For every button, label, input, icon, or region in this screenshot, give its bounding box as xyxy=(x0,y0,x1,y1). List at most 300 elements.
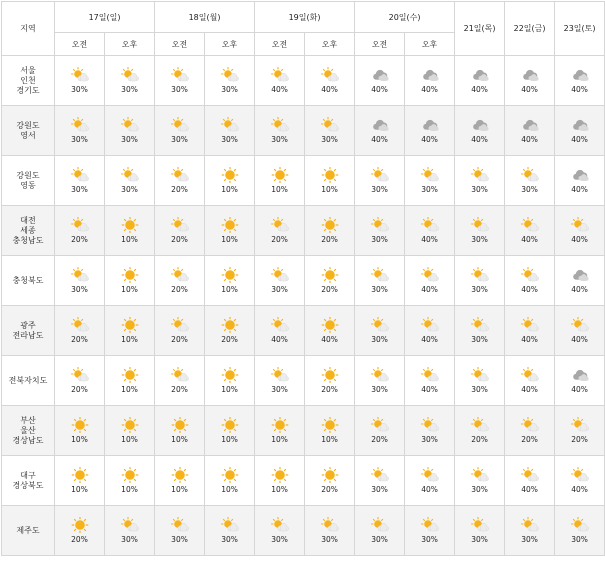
precip-probability: 40% xyxy=(521,485,538,494)
forecast-cell xyxy=(455,256,505,306)
forecast-cell xyxy=(55,406,105,456)
partly-cloudy-icon xyxy=(470,517,490,533)
forecast-cell xyxy=(355,256,405,306)
sunny-icon xyxy=(320,267,340,283)
precip-probability: 20% xyxy=(321,485,338,494)
region-name: 충청북도 xyxy=(12,275,44,285)
precip-probability: 30% xyxy=(371,185,388,194)
sunny-icon xyxy=(120,217,140,233)
precip-probability: 30% xyxy=(421,185,438,194)
forecast-cell xyxy=(505,206,555,256)
partly-cloudy-icon xyxy=(270,117,290,133)
precip-probability: 30% xyxy=(421,535,438,544)
forecast-cell xyxy=(55,256,105,306)
partly-cloudy-icon xyxy=(70,167,90,183)
forecast-cell xyxy=(155,506,205,556)
forecast-cell xyxy=(105,506,155,556)
forecast-cell xyxy=(355,456,405,506)
precip-probability: 30% xyxy=(471,485,488,494)
partly-cloudy-icon xyxy=(570,417,590,433)
precip-probability: 40% xyxy=(521,235,538,244)
sunny-icon xyxy=(320,217,340,233)
precip-probability: 20% xyxy=(171,385,188,394)
partly-cloudy-icon xyxy=(520,467,540,483)
precip-probability: 40% xyxy=(421,85,438,94)
precip-probability: 20% xyxy=(171,235,188,244)
precip-probability: 40% xyxy=(421,235,438,244)
table-row xyxy=(2,356,605,406)
precip-probability: 30% xyxy=(121,535,138,544)
precip-probability: 20% xyxy=(321,235,338,244)
region-cell xyxy=(2,56,55,106)
precip-probability: 40% xyxy=(371,135,388,144)
day-header: 22일(금) xyxy=(505,2,555,56)
forecast-cell xyxy=(205,106,255,156)
precip-probability: 40% xyxy=(321,85,338,94)
forecast-cell xyxy=(505,356,555,406)
precip-probability: 10% xyxy=(321,435,338,444)
region-cell xyxy=(2,456,55,506)
forecast-cell xyxy=(505,256,555,306)
forecast-cell xyxy=(55,206,105,256)
precip-probability: 20% xyxy=(71,235,88,244)
forecast-cell xyxy=(405,106,455,156)
forecast-cell xyxy=(455,306,505,356)
sunny-icon xyxy=(170,467,190,483)
precip-probability: 30% xyxy=(221,85,238,94)
forecast-cell xyxy=(455,206,505,256)
forecast-cell xyxy=(155,406,205,456)
sunny-icon xyxy=(220,467,240,483)
forecast-body xyxy=(2,56,605,556)
precip-probability: 30% xyxy=(471,335,488,344)
precip-probability: 10% xyxy=(171,435,188,444)
forecast-cell xyxy=(105,56,155,106)
forecast-cell xyxy=(455,506,505,556)
precip-probability: 10% xyxy=(121,385,138,394)
region-name: 울산 xyxy=(20,425,36,435)
precip-probability: 20% xyxy=(171,185,188,194)
sunny-icon xyxy=(120,317,140,333)
forecast-cell xyxy=(205,456,255,506)
forecast-cell xyxy=(455,356,505,406)
forecast-cell xyxy=(55,156,105,206)
forecast-cell xyxy=(355,356,405,406)
am-header: 오전 xyxy=(155,33,205,56)
precip-probability: 30% xyxy=(471,285,488,294)
precip-probability: 30% xyxy=(521,185,538,194)
precip-probability: 10% xyxy=(121,235,138,244)
precip-probability: 40% xyxy=(521,335,538,344)
forecast-cell xyxy=(55,106,105,156)
forecast-cell xyxy=(405,356,455,406)
partly-cloudy-icon xyxy=(420,517,440,533)
partly-cloudy-icon xyxy=(170,117,190,133)
region-name: 영서 xyxy=(20,130,36,140)
forecast-cell xyxy=(305,256,355,306)
sunny-icon xyxy=(70,517,90,533)
precip-probability: 40% xyxy=(471,135,488,144)
forecast-cell xyxy=(255,456,305,506)
precip-probability: 30% xyxy=(171,85,188,94)
partly-cloudy-icon xyxy=(470,467,490,483)
forecast-cell xyxy=(155,206,205,256)
forecast-cell xyxy=(55,506,105,556)
precip-probability: 10% xyxy=(221,435,238,444)
forecast-cell xyxy=(305,306,355,356)
partly-cloudy-icon xyxy=(520,367,540,383)
partly-cloudy-icon xyxy=(170,167,190,183)
partly-cloudy-icon xyxy=(520,167,540,183)
forecast-cell xyxy=(405,406,455,456)
precip-probability: 10% xyxy=(71,485,88,494)
day-header: 18일(월) xyxy=(155,2,255,33)
precip-probability: 30% xyxy=(71,185,88,194)
forecast-cell xyxy=(105,256,155,306)
forecast-cell xyxy=(505,506,555,556)
forecast-cell xyxy=(405,156,455,206)
partly-cloudy-icon xyxy=(520,517,540,533)
precip-probability: 10% xyxy=(221,235,238,244)
forecast-cell xyxy=(305,106,355,156)
forecast-cell xyxy=(355,56,405,106)
cloudy-icon xyxy=(470,117,490,133)
forecast-cell xyxy=(255,406,305,456)
forecast-cell xyxy=(255,156,305,206)
partly-cloudy-icon xyxy=(170,367,190,383)
cloudy-icon xyxy=(520,117,540,133)
region-name: 대구 xyxy=(20,470,36,480)
sunny-icon xyxy=(320,317,340,333)
precip-probability: 10% xyxy=(121,285,138,294)
region-name: 제주도 xyxy=(16,525,40,535)
sunny-icon xyxy=(220,217,240,233)
forecast-cell xyxy=(255,106,305,156)
cloudy-icon xyxy=(420,67,440,83)
cloudy-icon xyxy=(570,67,590,83)
day-header: 20일(수) xyxy=(355,2,455,33)
forecast-cell xyxy=(555,56,605,106)
forecast-cell xyxy=(205,306,255,356)
forecast-cell xyxy=(405,206,455,256)
partly-cloudy-icon xyxy=(470,217,490,233)
table-row xyxy=(2,106,605,156)
pm-header: 오후 xyxy=(105,33,155,56)
partly-cloudy-icon xyxy=(70,267,90,283)
forecast-cell xyxy=(555,306,605,356)
precip-probability: 10% xyxy=(221,185,238,194)
precip-probability: 30% xyxy=(221,535,238,544)
region-cell xyxy=(2,506,55,556)
partly-cloudy-icon xyxy=(320,517,340,533)
precip-probability: 40% xyxy=(471,85,488,94)
partly-cloudy-icon xyxy=(470,167,490,183)
precip-probability: 30% xyxy=(321,535,338,544)
region-cell xyxy=(2,156,55,206)
forecast-cell xyxy=(255,206,305,256)
precip-probability: 30% xyxy=(171,135,188,144)
precip-probability: 30% xyxy=(521,535,538,544)
pm-header: 오후 xyxy=(305,33,355,56)
partly-cloudy-icon xyxy=(170,517,190,533)
table-row xyxy=(2,156,605,206)
forecast-cell xyxy=(355,306,405,356)
sunny-icon xyxy=(220,267,240,283)
precip-probability: 30% xyxy=(271,135,288,144)
sunny-icon xyxy=(70,417,90,433)
region-name: 서울 xyxy=(20,65,36,75)
forecast-cell xyxy=(555,156,605,206)
pm-header: 오후 xyxy=(405,33,455,56)
forecast-cell xyxy=(205,56,255,106)
cloudy-icon xyxy=(570,117,590,133)
forecast-cell xyxy=(555,106,605,156)
sunny-icon xyxy=(120,267,140,283)
forecast-cell xyxy=(105,206,155,256)
partly-cloudy-icon xyxy=(270,367,290,383)
precip-probability: 30% xyxy=(71,85,88,94)
forecast-cell xyxy=(105,306,155,356)
precip-probability: 40% xyxy=(421,285,438,294)
partly-cloudy-icon xyxy=(70,217,90,233)
forecast-cell xyxy=(205,206,255,256)
partly-cloudy-icon xyxy=(370,167,390,183)
cloudy-icon xyxy=(570,267,590,283)
precip-probability: 40% xyxy=(521,385,538,394)
region-name: 광주 xyxy=(20,320,36,330)
am-header: 오전 xyxy=(355,33,405,56)
partly-cloudy-icon xyxy=(570,317,590,333)
table-row xyxy=(2,406,605,456)
cloudy-icon xyxy=(570,367,590,383)
precip-probability: 40% xyxy=(371,85,388,94)
forecast-table xyxy=(1,1,605,556)
precip-probability: 30% xyxy=(321,135,338,144)
precip-probability: 10% xyxy=(271,185,288,194)
sunny-icon xyxy=(320,167,340,183)
forecast-cell xyxy=(505,56,555,106)
sunny-icon xyxy=(270,467,290,483)
forecast-cell xyxy=(405,306,455,356)
forecast-cell xyxy=(355,506,405,556)
partly-cloudy-icon xyxy=(520,217,540,233)
partly-cloudy-icon xyxy=(570,467,590,483)
precip-probability: 20% xyxy=(521,435,538,444)
precip-probability: 10% xyxy=(221,485,238,494)
precip-probability: 40% xyxy=(571,135,588,144)
partly-cloudy-icon xyxy=(270,317,290,333)
precip-probability: 20% xyxy=(171,335,188,344)
partly-cloudy-icon xyxy=(70,117,90,133)
forecast-cell xyxy=(155,456,205,506)
forecast-cell xyxy=(505,406,555,456)
region-name: 세종 xyxy=(20,225,36,235)
precip-probability: 20% xyxy=(71,335,88,344)
precip-probability: 10% xyxy=(321,185,338,194)
forecast-cell xyxy=(355,206,405,256)
forecast-cell xyxy=(155,106,205,156)
precip-probability: 30% xyxy=(371,485,388,494)
precip-probability: 30% xyxy=(371,285,388,294)
sunny-icon xyxy=(320,467,340,483)
partly-cloudy-icon xyxy=(220,517,240,533)
partly-cloudy-icon xyxy=(170,317,190,333)
precip-probability: 40% xyxy=(571,385,588,394)
region-name: 경상북도 xyxy=(12,480,44,490)
region-name: 인천 xyxy=(20,75,36,85)
forecast-cell xyxy=(555,356,605,406)
forecast-cell xyxy=(55,456,105,506)
precip-probability: 40% xyxy=(271,85,288,94)
table-row xyxy=(2,256,605,306)
precip-probability: 10% xyxy=(271,435,288,444)
precip-probability: 20% xyxy=(321,385,338,394)
table-row xyxy=(2,456,605,506)
partly-cloudy-icon xyxy=(270,67,290,83)
precip-probability: 40% xyxy=(571,185,588,194)
precip-probability: 30% xyxy=(121,135,138,144)
partly-cloudy-icon xyxy=(520,317,540,333)
forecast-cell xyxy=(305,56,355,106)
forecast-cell xyxy=(155,156,205,206)
forecast-cell xyxy=(255,256,305,306)
day-header: 21일(목) xyxy=(455,2,505,56)
precip-probability: 30% xyxy=(371,335,388,344)
precip-probability: 10% xyxy=(121,335,138,344)
cloudy-icon xyxy=(520,67,540,83)
partly-cloudy-icon xyxy=(70,317,90,333)
forecast-cell xyxy=(555,456,605,506)
precip-probability: 30% xyxy=(371,235,388,244)
precip-probability: 40% xyxy=(421,335,438,344)
partly-cloudy-icon xyxy=(270,217,290,233)
table-row xyxy=(2,506,605,556)
forecast-cell xyxy=(405,506,455,556)
region-name: 강원도 xyxy=(16,170,40,180)
region-cell xyxy=(2,206,55,256)
partly-cloudy-icon xyxy=(520,417,540,433)
day-header: 23일(토) xyxy=(555,2,605,56)
precip-probability: 40% xyxy=(571,285,588,294)
sunny-icon xyxy=(270,167,290,183)
precip-probability: 20% xyxy=(221,335,238,344)
region-name: 대전 xyxy=(20,215,36,225)
forecast-cell xyxy=(105,406,155,456)
sunny-icon xyxy=(120,367,140,383)
forecast-cell xyxy=(305,156,355,206)
precip-probability: 30% xyxy=(271,385,288,394)
precip-probability: 40% xyxy=(571,235,588,244)
forecast-cell xyxy=(105,356,155,406)
partly-cloudy-icon xyxy=(570,217,590,233)
precip-probability: 20% xyxy=(571,435,588,444)
precip-probability: 40% xyxy=(571,335,588,344)
forecast-cell xyxy=(305,356,355,406)
partly-cloudy-icon xyxy=(420,417,440,433)
forecast-cell xyxy=(255,356,305,406)
partly-cloudy-icon xyxy=(170,267,190,283)
precip-probability: 20% xyxy=(71,535,88,544)
forecast-cell xyxy=(555,506,605,556)
forecast-cell xyxy=(205,156,255,206)
partly-cloudy-icon xyxy=(420,367,440,383)
precip-probability: 30% xyxy=(471,235,488,244)
forecast-cell xyxy=(455,456,505,506)
partly-cloudy-icon xyxy=(370,417,390,433)
partly-cloudy-icon xyxy=(420,217,440,233)
precip-probability: 40% xyxy=(521,85,538,94)
forecast-cell xyxy=(355,156,405,206)
region-name: 경상남도 xyxy=(12,435,44,445)
partly-cloudy-icon xyxy=(170,217,190,233)
region-cell xyxy=(2,306,55,356)
table-row xyxy=(2,306,605,356)
partly-cloudy-icon xyxy=(170,67,190,83)
partly-cloudy-icon xyxy=(120,517,140,533)
sunny-icon xyxy=(320,367,340,383)
forecast-cell xyxy=(255,306,305,356)
partly-cloudy-icon xyxy=(370,517,390,533)
sunny-icon xyxy=(70,467,90,483)
partly-cloudy-icon xyxy=(420,267,440,283)
precip-probability: 30% xyxy=(121,185,138,194)
precip-probability: 20% xyxy=(171,285,188,294)
precip-probability: 10% xyxy=(121,485,138,494)
partly-cloudy-icon xyxy=(70,67,90,83)
region-cell xyxy=(2,106,55,156)
forecast-cell xyxy=(305,456,355,506)
forecast-cell xyxy=(405,256,455,306)
sunny-icon xyxy=(120,417,140,433)
region-name: 영동 xyxy=(20,180,36,190)
precip-probability: 30% xyxy=(121,85,138,94)
partly-cloudy-icon xyxy=(470,417,490,433)
forecast-cell xyxy=(505,156,555,206)
forecast-cell xyxy=(505,456,555,506)
partly-cloudy-icon xyxy=(220,67,240,83)
precip-probability: 30% xyxy=(471,385,488,394)
precip-probability: 30% xyxy=(421,435,438,444)
day-header: 17일(일) xyxy=(55,2,155,33)
partly-cloudy-icon xyxy=(420,467,440,483)
pm-header: 오후 xyxy=(205,33,255,56)
partly-cloudy-icon xyxy=(320,117,340,133)
precip-probability: 20% xyxy=(371,435,388,444)
partly-cloudy-icon xyxy=(470,267,490,283)
forecast-cell xyxy=(155,256,205,306)
precip-probability: 10% xyxy=(171,485,188,494)
partly-cloudy-icon xyxy=(120,67,140,83)
partly-cloudy-icon xyxy=(520,267,540,283)
sunny-icon xyxy=(220,317,240,333)
forecast-cell xyxy=(155,56,205,106)
forecast-cell xyxy=(305,506,355,556)
region-cell xyxy=(2,356,55,406)
precip-probability: 30% xyxy=(271,285,288,294)
precip-probability: 20% xyxy=(321,285,338,294)
forecast-cell xyxy=(205,506,255,556)
precip-probability: 10% xyxy=(271,485,288,494)
forecast-cell xyxy=(155,306,205,356)
forecast-cell xyxy=(305,206,355,256)
partly-cloudy-icon xyxy=(370,317,390,333)
day-header: 19일(화) xyxy=(255,2,355,33)
precip-probability: 10% xyxy=(221,385,238,394)
sunny-icon xyxy=(220,367,240,383)
partly-cloudy-icon xyxy=(370,467,390,483)
forecast-cell xyxy=(405,56,455,106)
forecast-cell xyxy=(555,206,605,256)
